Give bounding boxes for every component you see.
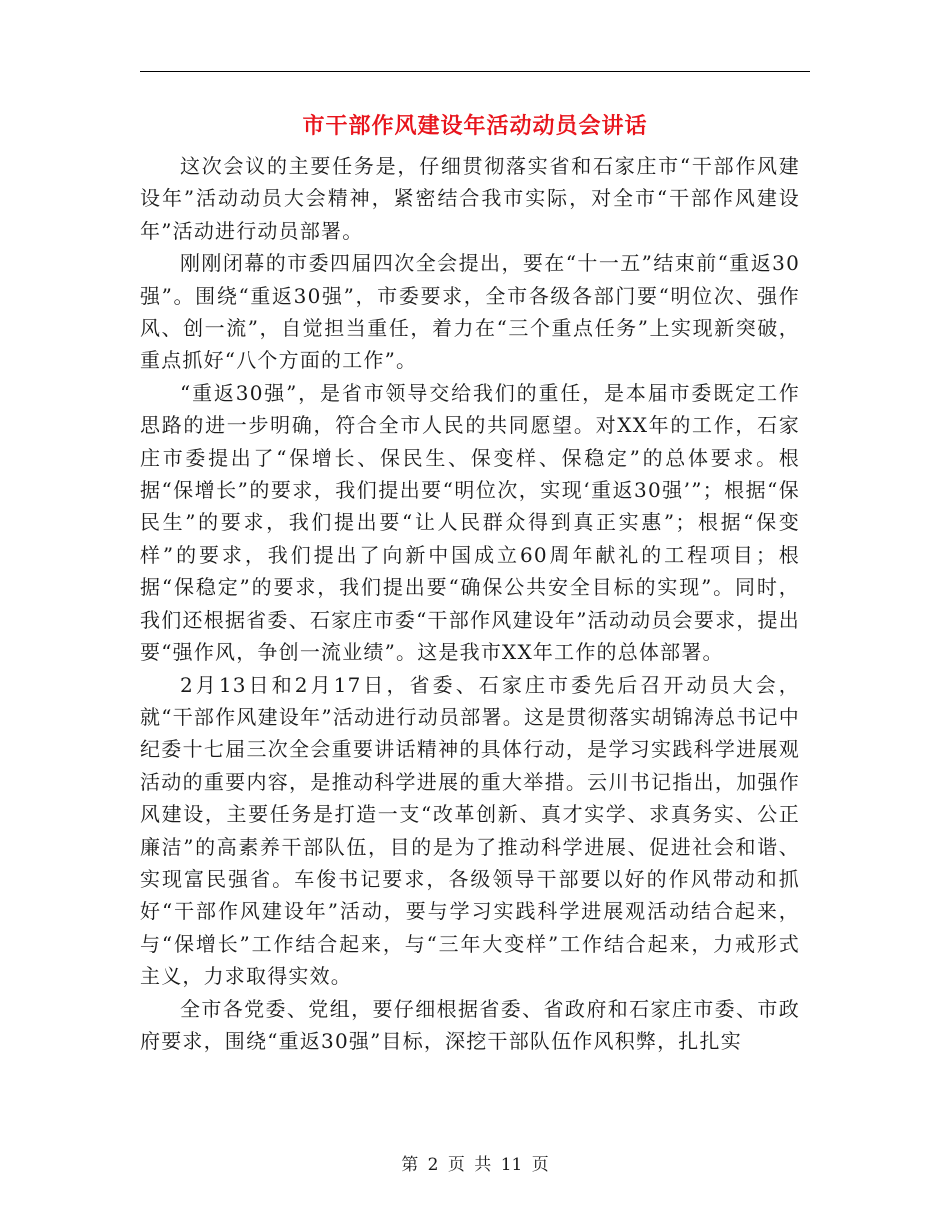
document-body <box>140 150 800 1057</box>
page-number: 第 2 页 共 11 页 <box>401 1155 549 1175</box>
paragraph-4: 2月13日和2月17日，省委、石家庄市委先后召开动员大会，就“干部作风建设年”活动进行动员部署。这是贯彻落实胡锦涛总书记中纪委十七届三次全会重要讲话精神的具体行动，是学习实践科学进展观活动的重要内容，是推动科学进展的重大举措。云川书记指出，加强作风建设，主要任务是打造一支“改革创新、真才实学、求真务实、公正廉洁”的高素养干部队伍，目的是为了推动科学进展、促进社会和谐、实现富民强省。车俊书记要求，各级领导干部要以好的作风带动和抓好“干部作风建设年”活动，要与学习实践科学进展观活动结合起来，与“保增长”工作结合起来，与“三年大变样”工作结合起来，力戒形式主义，力求取得实效。 <box>140 672 800 989</box>
paragraph-3: “重返30强”，是省市领导交给我们的重任，是本届市委既定工作思路的进一步明确，符合全市人民的共同愿望。对XX年的工作，石家庄市委提出了“保增长、保民生、保变样、保稳定”的总体要求。根据“保增长”的要求，我们提出要“明位次，实现‘重返30强’”；根据“保民生”的要求，我们提出要“让人民群众得到真正实惠”；根据“保变样”的要求，我们提出了向新中国成立60周年献礼的工程项目；根据“保稳定”的要求，我们提出要“确保公共安全目标的实现”。同时，我们还根据省委、石家庄市委“干部作风建设年”活动动员会要求，提出要“强作风，争创一流业绩”。这是我市XX年工作的总体部署。 <box>140 380 800 665</box>
header-rule <box>140 71 810 72</box>
paragraph-5: 全市各党委、党组，要仔细根据省委、省政府和石家庄市委、市政府要求，围绕“重返30强”目标，深挖干部队伍作风积弊，扎扎实 <box>140 996 800 1053</box>
paragraph-1: 这次会议的主要任务是，仔细贯彻落实省和石家庄市“干部作风建设年”活动动员大会精神，紧密结合我市实际，对全市“干部作风建设年”活动进行动员部署。 <box>140 154 800 243</box>
document-title: 市干部作风建设年活动动员会讲话 <box>302 113 648 139</box>
paragraph-2: 刚刚闭幕的市委四届四次全会提出，要在“十一五”结束前“重返30强”。围绕“重返30强”，市委要求，全市各级各部门要“明位次、强作风、创一流”，自觉担当重任，着力在“三个重点任务”上实现新突破，重点抓好“八个方面的工作”。 <box>140 251 800 373</box>
